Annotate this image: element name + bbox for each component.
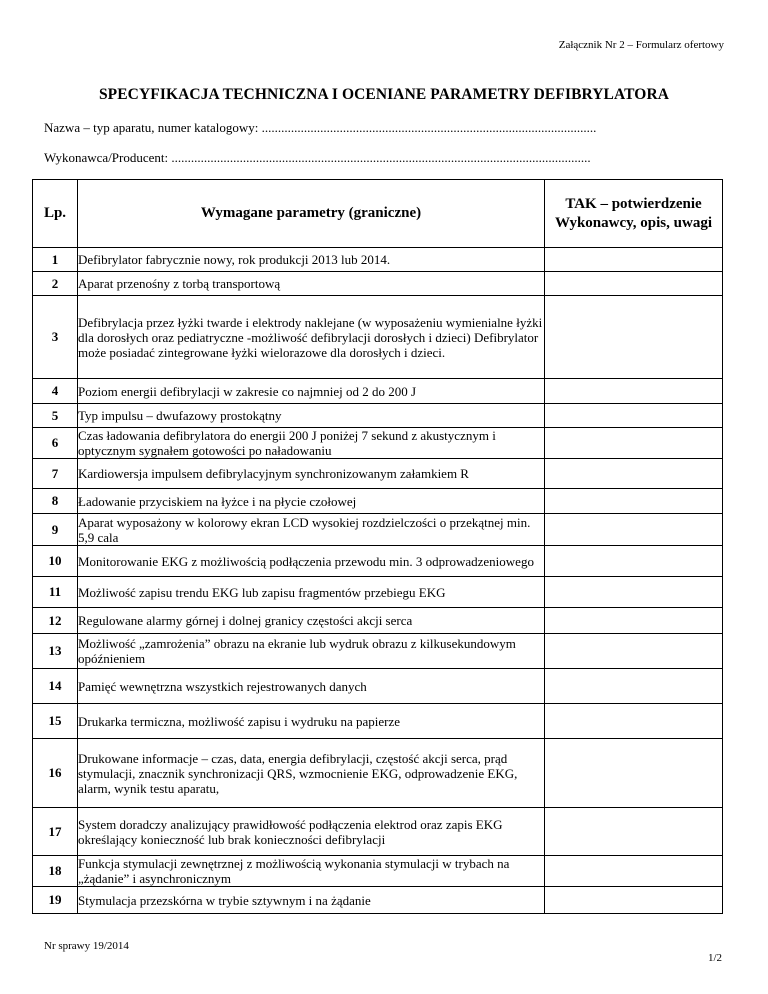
row-text: Czas ładowania defibrylatora do energii 200 J poniżej 7 sekund z akustycznym i optycznym sygnałem gotowości po naładowaniu xyxy=(78,428,545,459)
row-text: Drukarka termiczna, możliwość zapisu i wydruku na papierze xyxy=(78,704,545,739)
case-number: Nr sprawy 19/2014 xyxy=(44,940,129,952)
row-number: 11 xyxy=(33,577,78,608)
table-row xyxy=(33,808,723,856)
row-number: 17 xyxy=(33,808,78,856)
row-text: Defibrylacja przez łyżki twarde i elektrody naklejane (w wyposażeniu wymienialne łyżki dla dorosłych oraz pediatryczne -możliwość defibrylacji dorosłych i dzieci) Defibrylator może posiadać zintegrowane łyżki wielorazowe dla dorosłych i dzieci. xyxy=(78,296,545,379)
table-row xyxy=(33,704,723,739)
confirmation-cell[interactable] xyxy=(545,669,723,704)
row-text: Typ impulsu – dwufazowy prostokątny xyxy=(78,404,545,428)
document-title: SPECYFIKACJA TECHNICZNA I OCENIANE PARAMETRY DEFIBRYLATORA xyxy=(98,86,670,103)
confirmation-cell[interactable] xyxy=(545,887,723,914)
header-requirements: Wymagane parametry (graniczne) xyxy=(78,180,545,248)
header-confirmation: TAK – potwierdzenie Wykonawcy, opis, uwagi xyxy=(545,180,723,248)
row-text: Aparat wyposażony w kolorowy ekran LCD wysokiej rozdzielczości o przekątnej min. 5,9 cala xyxy=(78,514,545,546)
table-row xyxy=(33,577,723,608)
row-number: 2 xyxy=(33,272,78,296)
confirmation-cell[interactable] xyxy=(545,489,723,514)
row-number: 12 xyxy=(33,608,78,634)
row-number: 6 xyxy=(33,428,78,459)
row-number: 5 xyxy=(33,404,78,428)
confirmation-cell[interactable] xyxy=(545,634,723,669)
confirmation-cell[interactable] xyxy=(545,856,723,887)
contractor-field: Wykonawca/Producent: ................................................................................................................................. xyxy=(44,150,591,165)
table-row xyxy=(33,404,723,428)
table-row xyxy=(33,887,723,914)
confirmation-cell[interactable] xyxy=(545,546,723,577)
confirmation-cell[interactable] xyxy=(545,428,723,459)
table-row xyxy=(33,856,723,887)
table-row xyxy=(33,608,723,634)
row-number: 13 xyxy=(33,634,78,669)
row-text: System doradczy analizujący prawidłowość podłączenia elektrod oraz zapis EKG określający konieczność lub brak konieczności defibrylacji xyxy=(78,808,545,856)
row-number: 19 xyxy=(33,887,78,914)
table-row xyxy=(33,669,723,704)
row-text: Kardiowersja impulsem defibrylacyjnym synchronizowanym załamkiem R xyxy=(78,459,545,489)
row-text: Możliwość „zamrożenia” obrazu na ekranie lub wydruk obrazu z kilkusekundowym opóźnieniem xyxy=(78,634,545,669)
row-number: 10 xyxy=(33,546,78,577)
table-row xyxy=(33,634,723,669)
confirmation-cell[interactable] xyxy=(545,459,723,489)
row-number: 15 xyxy=(33,704,78,739)
row-number: 1 xyxy=(33,248,78,272)
table-row xyxy=(33,739,723,808)
confirmation-cell[interactable] xyxy=(545,577,723,608)
specification-table xyxy=(32,179,723,914)
confirmation-cell[interactable] xyxy=(545,379,723,404)
row-text: Drukowane informacje – czas, data, energia defibrylacji, częstość akcji serca, prąd stymulacji, znacznik synchronizacji QRS, wzmocnienie EKG, odprowadzenie EKG, alarm, wynik testu aparatu, xyxy=(78,739,545,808)
table-row xyxy=(33,272,723,296)
row-number: 4 xyxy=(33,379,78,404)
confirmation-cell[interactable] xyxy=(545,514,723,546)
row-text: Aparat przenośny z torbą transportową xyxy=(78,272,545,296)
table-header-row xyxy=(33,180,723,248)
row-text: Poziom energii defibrylacji w zakresie co najmniej od 2 do 200 J xyxy=(78,379,545,404)
table-row xyxy=(33,296,723,379)
confirmation-cell[interactable] xyxy=(545,248,723,272)
row-number: 7 xyxy=(33,459,78,489)
row-number: 9 xyxy=(33,514,78,546)
row-text: Możliwość zapisu trendu EKG lub zapisu fragmentów przebiegu EKG xyxy=(78,577,545,608)
row-text: Funkcja stymulacji zewnętrznej z możliwością wykonania stymulacji w trybach na „żądanie” i asynchronicznym xyxy=(78,856,545,887)
annex-label: Załącznik Nr 2 – Formularz ofertowy xyxy=(558,39,724,51)
row-text: Regulowane alarmy górnej i dolnej granicy częstości akcji serca xyxy=(78,608,545,634)
row-number: 3 xyxy=(33,296,78,379)
confirmation-cell[interactable] xyxy=(545,404,723,428)
confirmation-cell[interactable] xyxy=(545,739,723,808)
row-text: Pamięć wewnętrzna wszystkich rejestrowanych danych xyxy=(78,669,545,704)
confirmation-cell[interactable] xyxy=(545,608,723,634)
row-number: 18 xyxy=(33,856,78,887)
confirmation-cell[interactable] xyxy=(545,704,723,739)
table-row xyxy=(33,489,723,514)
header-lp: Lp. xyxy=(33,180,78,248)
page-number: 1/2 xyxy=(707,952,722,964)
table-row xyxy=(33,248,723,272)
row-number: 16 xyxy=(33,739,78,808)
table-row xyxy=(33,379,723,404)
table-row xyxy=(33,546,723,577)
confirmation-cell[interactable] xyxy=(545,272,723,296)
table-row xyxy=(33,428,723,459)
device-name-field: Nazwa – typ aparatu, numer katalogowy: ....................................................................................................... xyxy=(44,120,597,135)
table-row xyxy=(33,514,723,546)
confirmation-cell[interactable] xyxy=(545,808,723,856)
row-text: Defibrylator fabrycznie nowy, rok produkcji 2013 lub 2014. xyxy=(78,248,545,272)
table-row xyxy=(33,459,723,489)
row-text: Monitorowanie EKG z możliwością podłączenia przewodu min. 3 odprowadzeniowego xyxy=(78,546,545,577)
row-text: Stymulacja przezskórna w trybie sztywnym i na żądanie xyxy=(78,887,545,914)
confirmation-cell[interactable] xyxy=(545,296,723,379)
row-number: 8 xyxy=(33,489,78,514)
row-text: Ładowanie przyciskiem na łyżce i na płycie czołowej xyxy=(78,489,545,514)
row-number: 14 xyxy=(33,669,78,704)
